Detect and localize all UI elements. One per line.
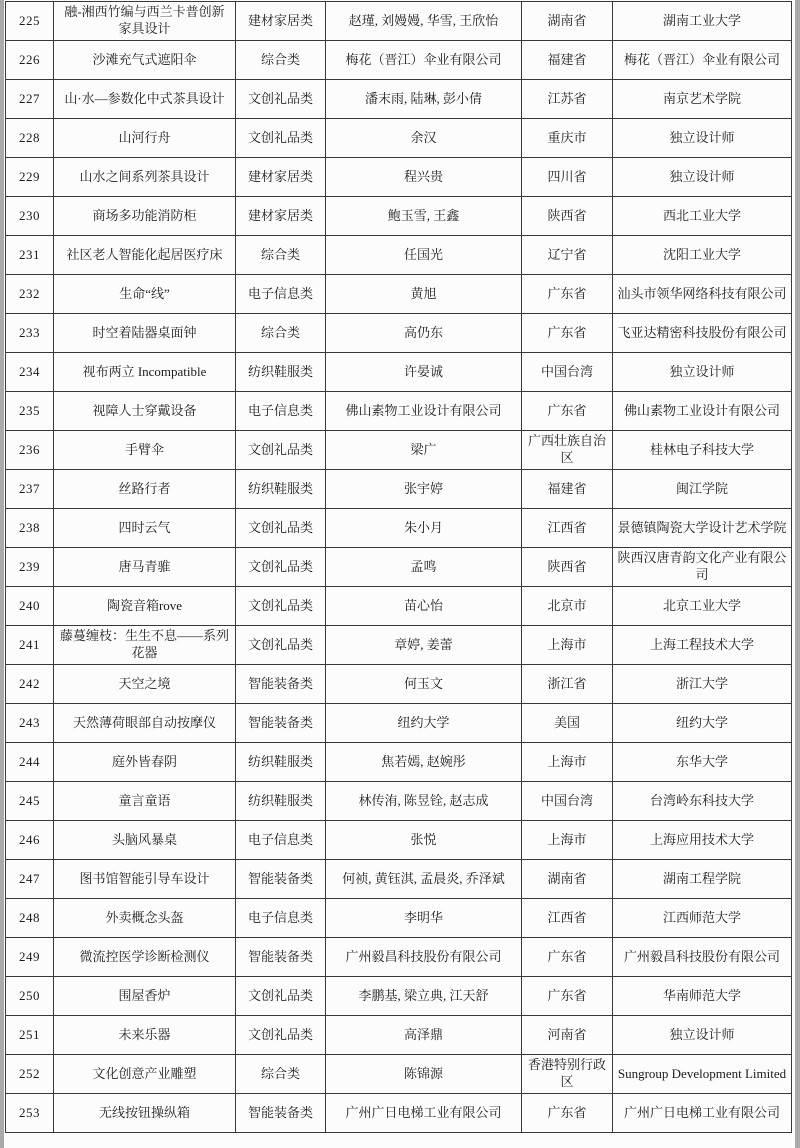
- cell-province: 上海市: [522, 743, 613, 782]
- cell-work-name: 围屋香炉: [54, 977, 236, 1016]
- cell-work-name: 时空着陆器桌面钟: [54, 314, 236, 353]
- awards-table: [5, 1, 792, 1133]
- cell-entry-number: 226: [6, 41, 54, 80]
- cell-organization: 南京艺术学院: [613, 80, 792, 119]
- cell-entry-number: 239: [6, 548, 54, 587]
- cell-authors: 李明华: [326, 899, 522, 938]
- table-row: [6, 392, 792, 431]
- cell-entry-number: 251: [6, 1016, 54, 1055]
- cell-province: 美国: [522, 704, 613, 743]
- table-row: [6, 197, 792, 236]
- cell-authors: 广州毅昌科技股份有限公司: [326, 938, 522, 977]
- table-row: [6, 275, 792, 314]
- cell-organization: 汕头市领华网络科技有限公司: [613, 275, 792, 314]
- cell-entry-number: 234: [6, 353, 54, 392]
- cell-province: 陕西省: [522, 197, 613, 236]
- cell-category: 智能装备类: [236, 938, 326, 977]
- cell-province: 江苏省: [522, 80, 613, 119]
- table-row: [6, 665, 792, 704]
- cell-authors: 朱小月: [326, 509, 522, 548]
- table-row: [6, 704, 792, 743]
- cell-authors: 高泽鼎: [326, 1016, 522, 1055]
- cell-province: 福建省: [522, 470, 613, 509]
- cell-province: 河南省: [522, 1016, 613, 1055]
- cell-province: 浙江省: [522, 665, 613, 704]
- cell-organization: 独立设计师: [613, 119, 792, 158]
- cell-entry-number: 243: [6, 704, 54, 743]
- cell-entry-number: 230: [6, 197, 54, 236]
- table-row: [6, 41, 792, 80]
- table-row: [6, 2, 792, 41]
- cell-work-name: 四时云气: [54, 509, 236, 548]
- cell-organization: 华南师范大学: [613, 977, 792, 1016]
- cell-category: 综合类: [236, 41, 326, 80]
- cell-category: 文创礼品类: [236, 119, 326, 158]
- cell-work-name: 沙滩充气式遮阳伞: [54, 41, 236, 80]
- cell-organization: 上海工程技术大学: [613, 626, 792, 665]
- cell-organization: 梅花（晋江）伞业有限公司: [613, 41, 792, 80]
- cell-authors: 许晏诚: [326, 353, 522, 392]
- cell-work-name: 社区老人智能化起居医疗床: [54, 236, 236, 275]
- cell-organization: 广州毅昌科技股份有限公司: [613, 938, 792, 977]
- cell-organization: 景德镇陶瓷大学设计艺术学院: [613, 509, 792, 548]
- cell-entry-number: 250: [6, 977, 54, 1016]
- cell-work-name: 天空之境: [54, 665, 236, 704]
- cell-category: 建材家居类: [236, 158, 326, 197]
- cell-authors: 陈锦源: [326, 1055, 522, 1094]
- table-row: [6, 743, 792, 782]
- cell-authors: 广州广日电梯工业有限公司: [326, 1094, 522, 1133]
- cell-authors: 李鹏基, 梁立典, 江天舒: [326, 977, 522, 1016]
- cell-work-name: 微流控医学诊断检测仪: [54, 938, 236, 977]
- cell-entry-number: 247: [6, 860, 54, 899]
- cell-organization: Sungroup Development Limited: [613, 1055, 792, 1094]
- cell-work-name: 图书馆智能引导车设计: [54, 860, 236, 899]
- cell-work-name: 藤蔓缠枝：生生不息——系列花器: [54, 626, 236, 665]
- table-row: [6, 236, 792, 275]
- cell-category: 文创礼品类: [236, 431, 326, 470]
- cell-work-name: 生命“线”: [54, 275, 236, 314]
- cell-province: 广东省: [522, 977, 613, 1016]
- cell-organization: 沈阳工业大学: [613, 236, 792, 275]
- cell-organization: 独立设计师: [613, 1016, 792, 1055]
- cell-province: 江西省: [522, 899, 613, 938]
- cell-category: 文创礼品类: [236, 626, 326, 665]
- table-row: [6, 314, 792, 353]
- cell-entry-number: 232: [6, 275, 54, 314]
- cell-organization: 湖南工业大学: [613, 2, 792, 41]
- cell-work-name: 手臂伞: [54, 431, 236, 470]
- cell-province: 广西壮族自治区: [522, 431, 613, 470]
- cell-entry-number: 233: [6, 314, 54, 353]
- cell-work-name: 视障人士穿戴设备: [54, 392, 236, 431]
- cell-entry-number: 229: [6, 158, 54, 197]
- cell-category: 综合类: [236, 236, 326, 275]
- cell-entry-number: 228: [6, 119, 54, 158]
- table-body: [6, 2, 792, 1133]
- cell-authors: 苗心怡: [326, 587, 522, 626]
- cell-organization: 桂林电子科技大学: [613, 431, 792, 470]
- cell-province: 福建省: [522, 41, 613, 80]
- table-row: [6, 431, 792, 470]
- cell-entry-number: 246: [6, 821, 54, 860]
- cell-category: 建材家居类: [236, 2, 326, 41]
- cell-organization: 北京工业大学: [613, 587, 792, 626]
- cell-entry-number: 242: [6, 665, 54, 704]
- cell-authors: 任国光: [326, 236, 522, 275]
- cell-authors: 赵瑾, 刘嫚嫚, 华雪, 王欣怡: [326, 2, 522, 41]
- cell-category: 智能装备类: [236, 665, 326, 704]
- cell-province: 广东省: [522, 275, 613, 314]
- cell-category: 智能装备类: [236, 860, 326, 899]
- cell-entry-number: 237: [6, 470, 54, 509]
- cell-authors: 鲍玉雪, 王鑫: [326, 197, 522, 236]
- cell-category: 文创礼品类: [236, 1016, 326, 1055]
- document-page: [4, 0, 795, 1148]
- cell-organization: 广州广日电梯工业有限公司: [613, 1094, 792, 1133]
- cell-work-name: 头脑风暴桌: [54, 821, 236, 860]
- cell-entry-number: 235: [6, 392, 54, 431]
- table-row: [6, 899, 792, 938]
- cell-work-name: 文化创意产业雕塑: [54, 1055, 236, 1094]
- cell-entry-number: 227: [6, 80, 54, 119]
- cell-category: 电子信息类: [236, 392, 326, 431]
- cell-entry-number: 240: [6, 587, 54, 626]
- cell-category: 综合类: [236, 314, 326, 353]
- cell-work-name: 融-湘西竹编与西兰卡普创新家具设计: [54, 2, 236, 41]
- cell-authors: 佛山素物工业设计有限公司: [326, 392, 522, 431]
- cell-authors: 张宇婷: [326, 470, 522, 509]
- cell-organization: 台湾岭东科技大学: [613, 782, 792, 821]
- cell-work-name: 庭外皆春阴: [54, 743, 236, 782]
- cell-province: 广东省: [522, 314, 613, 353]
- cell-authors: 黄旭: [326, 275, 522, 314]
- table-row: [6, 1055, 792, 1094]
- cell-work-name: 天然薄荷眼部自动按摩仪: [54, 704, 236, 743]
- cell-organization: 佛山素物工业设计有限公司: [613, 392, 792, 431]
- table-row: [6, 158, 792, 197]
- cell-entry-number: 236: [6, 431, 54, 470]
- cell-work-name: 山河行舟: [54, 119, 236, 158]
- cell-entry-number: 225: [6, 2, 54, 41]
- table-row: [6, 353, 792, 392]
- cell-authors: 林传洧, 陈昱铨, 赵志成: [326, 782, 522, 821]
- cell-organization: 纽约大学: [613, 704, 792, 743]
- cell-organization: 陕西汉唐青韵文化产业有限公司: [613, 548, 792, 587]
- cell-category: 综合类: [236, 1055, 326, 1094]
- cell-entry-number: 244: [6, 743, 54, 782]
- cell-organization: 独立设计师: [613, 353, 792, 392]
- cell-work-name: 陶瓷音箱rove: [54, 587, 236, 626]
- cell-province: 四川省: [522, 158, 613, 197]
- cell-province: 北京市: [522, 587, 613, 626]
- cell-category: 文创礼品类: [236, 587, 326, 626]
- table-row: [6, 1016, 792, 1055]
- cell-entry-number: 248: [6, 899, 54, 938]
- table-row: [6, 821, 792, 860]
- table-row: [6, 509, 792, 548]
- cell-entry-number: 253: [6, 1094, 54, 1133]
- cell-category: 电子信息类: [236, 899, 326, 938]
- cell-organization: 闽江学院: [613, 470, 792, 509]
- cell-authors: 程兴贵: [326, 158, 522, 197]
- cell-work-name: 外卖概念头盔: [54, 899, 236, 938]
- table-row: [6, 782, 792, 821]
- cell-entry-number: 252: [6, 1055, 54, 1094]
- cell-work-name: 唐马青骓: [54, 548, 236, 587]
- cell-work-name: 丝路行者: [54, 470, 236, 509]
- cell-entry-number: 245: [6, 782, 54, 821]
- cell-category: 纺织鞋服类: [236, 470, 326, 509]
- cell-organization: 浙江大学: [613, 665, 792, 704]
- cell-province: 中国台湾: [522, 353, 613, 392]
- cell-category: 纺织鞋服类: [236, 353, 326, 392]
- cell-authors: 焦若嫣, 赵婉彤: [326, 743, 522, 782]
- table-row: [6, 119, 792, 158]
- cell-work-name: 视布两立 Incompatible: [54, 353, 236, 392]
- cell-province: 中国台湾: [522, 782, 613, 821]
- cell-authors: 纽约大学: [326, 704, 522, 743]
- table-row: [6, 860, 792, 899]
- table-row: [6, 1094, 792, 1133]
- cell-category: 智能装备类: [236, 704, 326, 743]
- table-row: [6, 626, 792, 665]
- cell-work-name: 山水之间系列茶具设计: [54, 158, 236, 197]
- table-row: [6, 587, 792, 626]
- cell-category: 文创礼品类: [236, 977, 326, 1016]
- cell-work-name: 童言童语: [54, 782, 236, 821]
- cell-authors: 何祯, 黄钰淇, 孟晨炎, 乔泽斌: [326, 860, 522, 899]
- cell-category: 文创礼品类: [236, 548, 326, 587]
- cell-authors: 潘末雨, 陆琳, 彭小倩: [326, 80, 522, 119]
- cell-entry-number: 231: [6, 236, 54, 275]
- cell-province: 辽宁省: [522, 236, 613, 275]
- cell-province: 陕西省: [522, 548, 613, 587]
- table-row: [6, 470, 792, 509]
- cell-category: 文创礼品类: [236, 80, 326, 119]
- cell-organization: 独立设计师: [613, 158, 792, 197]
- cell-province: 湖南省: [522, 860, 613, 899]
- cell-province: 重庆市: [522, 119, 613, 158]
- cell-province: 江西省: [522, 509, 613, 548]
- table-row: [6, 938, 792, 977]
- cell-category: 建材家居类: [236, 197, 326, 236]
- cell-authors: 梅花（晋江）伞业有限公司: [326, 41, 522, 80]
- cell-province: 广东省: [522, 1094, 613, 1133]
- table-row: [6, 80, 792, 119]
- cell-category: 智能装备类: [236, 1094, 326, 1133]
- cell-province: 上海市: [522, 821, 613, 860]
- cell-organization: 江西师范大学: [613, 899, 792, 938]
- cell-organization: 湖南工程学院: [613, 860, 792, 899]
- cell-entry-number: 249: [6, 938, 54, 977]
- cell-organization: 东华大学: [613, 743, 792, 782]
- cell-authors: 高仍东: [326, 314, 522, 353]
- cell-entry-number: 241: [6, 626, 54, 665]
- cell-category: 电子信息类: [236, 821, 326, 860]
- cell-authors: 余汉: [326, 119, 522, 158]
- cell-category: 电子信息类: [236, 275, 326, 314]
- table-row: [6, 548, 792, 587]
- cell-organization: 西北工业大学: [613, 197, 792, 236]
- cell-province: 上海市: [522, 626, 613, 665]
- table-row: [6, 977, 792, 1016]
- cell-authors: 何玉文: [326, 665, 522, 704]
- cell-organization: 上海应用技术大学: [613, 821, 792, 860]
- cell-authors: 章婷, 姜蕾: [326, 626, 522, 665]
- cell-work-name: 山·水—参数化中式茶具设计: [54, 80, 236, 119]
- cell-province: 湖南省: [522, 2, 613, 41]
- cell-province: 香港特别行政区: [522, 1055, 613, 1094]
- cell-work-name: 无线按钮操纵箱: [54, 1094, 236, 1133]
- cell-province: 广东省: [522, 392, 613, 431]
- cell-authors: 梁广: [326, 431, 522, 470]
- cell-work-name: 商场多功能消防柜: [54, 197, 236, 236]
- cell-category: 纺织鞋服类: [236, 743, 326, 782]
- cell-province: 广东省: [522, 938, 613, 977]
- cell-entry-number: 238: [6, 509, 54, 548]
- cell-work-name: 未来乐器: [54, 1016, 236, 1055]
- cell-category: 文创礼品类: [236, 509, 326, 548]
- cell-organization: 飞亚达精密科技股份有限公司: [613, 314, 792, 353]
- cell-authors: 孟鸣: [326, 548, 522, 587]
- cell-category: 纺织鞋服类: [236, 782, 326, 821]
- cell-authors: 张悦: [326, 821, 522, 860]
